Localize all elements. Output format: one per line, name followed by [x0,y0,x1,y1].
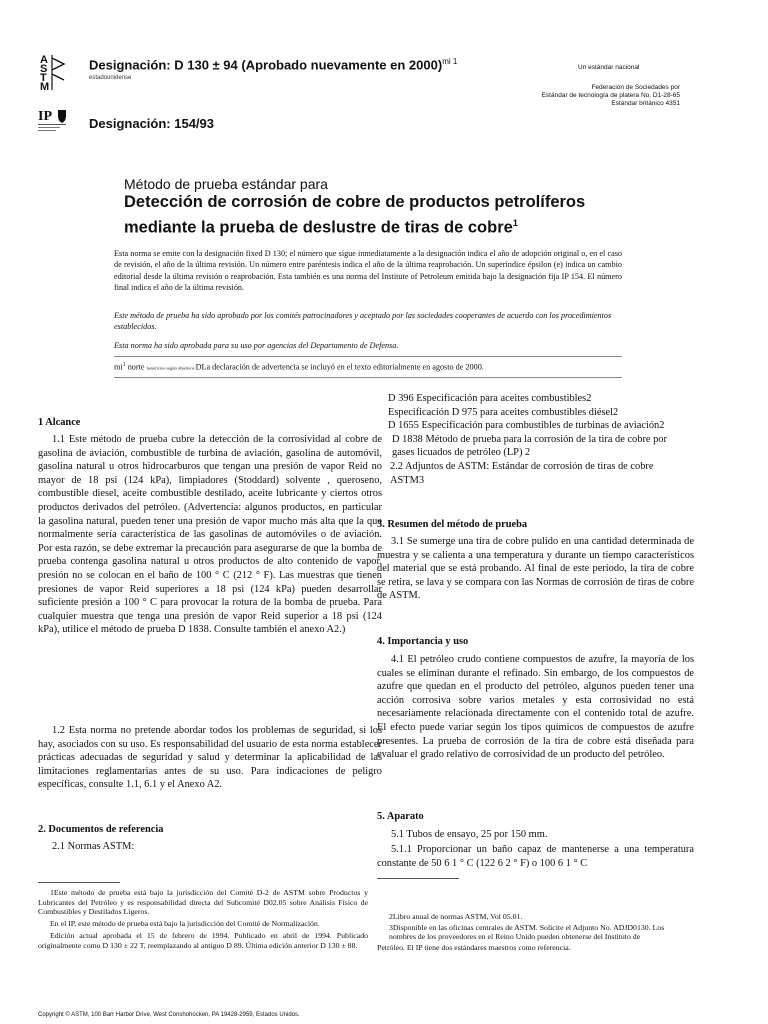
paragraph-2-1: 2.1 Normas ASTM: [52,841,135,852]
paragraph-3-1: 3.1 Se sumerge una tira de cobre pulido en una cantidad determinada de muestra y se calienta a una temperatura y durante un tiempo característicos del material que se está probando. Al final de este período, la tira de cobre se retira, se lava y se compara con las Normas de corrosión de tiras de cobre de ASTM. [377,536,694,602]
footnote: 3Disponible en las oficinas centrales de ASTM. Solicite el Adjunto No. ADJD0130. Los nombres de los proveedores en el Reino Unido pueden obtenerse del Instituto de [389,922,665,942]
reference-item: D 1655 Especificación para combustibles de turbinas de aviación2 [388,420,665,432]
federation-line: Federación de Sociedades por [591,84,680,91]
svg-text:T: T [40,72,47,84]
footnote-rule [38,882,120,883]
designation-ip: Designación: 154/93 [89,116,214,131]
paragraph-1-1: 1.1 Este método de prueba cubre la detección de la corrosividad al cobre de gasolina de aviación, combustible de turbina de aviación, gasolina de automóvil, gasolina natural u otros hidrocarburos que tengan una presión de vapor Reid no mayor de 18 psi (124 kPa), limpiadores (Stoddard) solvente , queroseno, combustible diesel, aceite combustible destilado, aceite lubricante y ciertos otros productos derivados del petróleo. (Advertencia: algunos productos, en particular la gasolina natural, pueden tener una presión de vapor mucho más alta que la que normalmente sería característica de las gasolinas de automóviles o de aviación. Por esta razón, se debe extremar la precaución para asegurarse de que la bomba de prueba contenga gasolina natural u otros productos de alto contenido de vapor. presión no se colocan en el baño de 100 ° C (212 ° F). Las muestras que tienen presiones de vapor Reid superiores a 18 psi (124 kPa) pueden desarrollar suficiente presión a 100 ° C para provocar la rotura de la bomba de prueba. Para cualquier muestra que tenga una presión de vapor Reid superior a 18 psi (124 kPa), utilice el método de prueba D 1838. Consulte también el anexo A2.) [38,434,382,636]
intro-paragraph: Esta norma se emite con la designación fixed D 130; el número que sigue inmediatamente a la designación indica el año de adopción original o, en el caso de revisión, el año de la última revisión. Un número entre paréntesis indica el año de la última reaprobación. Un superíndice épsilon (e) indica un cambio editorial desde la última revisión o reaprobación. Esta también es una norma del Institute of Petroleum emitida bajo la designación fija IP 154. El número final indica el año de la última revisión. [114,249,622,292]
reference-item: Especificación D 975 para aceites combustibles diésel2 [388,406,619,418]
footnote: Petróleo. El IP tiene dos estándares maestros como referencia. [377,943,571,953]
footnotes-right [377,912,677,954]
reference-item: D 1838 Método de prueba para la corrosión de la tira de cobre por gases licuados de petróleo (LP) 2 [392,433,667,459]
svg-text:M: M [40,81,50,92]
document-title: Detección de corrosión de cobre de productos petrolíferos mediante la prueba de deslustre de tiras de cobre$^1$ [124,193,586,237]
section-heading-scope: 1 Alcance [38,417,81,428]
section-heading-references: 2. Documentos de referencia [38,824,164,835]
divider [114,377,622,378]
svg-text:IP: IP [38,109,52,124]
footnote: 2Libro anual de normas ASTM, Vol 05.01. [389,912,523,921]
footnote: Edición actual aprobada el 15 de febrero de 1994. Publicado en abril de 1994. Publicado originalmente como D 130 ± 22 T, reemplazando al antiguo D 89. Última edición anterior D 130 ± 88. [38,930,368,950]
approval-note: Este método de prueba ha sido aprobado por los comités patrocinadores y aceptado por las sociedades cooperantes de acuerdo con los procedimientos establecidos. [114,311,612,332]
reference-item: 2.2 Adjuntos de ASTM: Estándar de corrosión de tiras de cobre [390,460,654,472]
footnote-rule [377,878,459,879]
national-standard-label: Un estándar nacional [578,64,640,71]
paragraph-1-2: 1.2 Esta norma no pretende abordar todos los problemas de seguridad, si los hay, asociados con su uso. Es responsabilidad del usuario de esta norma establecer prácticas adecuadas de seguridad y salud y determinar la aplicabilidad de las limitaciones reglamentarias antes de su uso. Para indicaciones de peligro específicas, consulte 1.1, 6.1 y el Anexo A2. [38,725,382,791]
svg-text:A: A [40,54,48,66]
astm-logo-icon [38,52,68,92]
designation-subtitle: estadounidense [89,75,132,81]
copyright-notice: Copyright © ASTM, 100 Barr Harbor Drive, West Conshohocken, PA 19428-2959, Estados Unidos. [38,1012,300,1018]
footnote: 1Este método de prueba está bajo la jurisdicción del Comité D-2 de ASTM sobre Productos y Lubricantes del Petróleo y es responsabilidad directa del Subcomité D02.05 sobre Análisis Físico de Combustibles y Destilados Ligeros. [38,888,368,917]
section-heading-apparatus: 5. Aparato [377,811,424,822]
reference-item: D 396 Especificación para aceites combustibles2 [388,393,592,404]
paragraph-5-1-1: 5.1.1 Proporcionar un baño capaz de mantenerse a una temperatura constante de 50 6 1 ° C (122 6 2 ° F) o 100 6 1 ° C [377,844,694,869]
federation-line: Estándar británico 4351 [611,100,680,107]
federation-line: Estándar de tecnología de platera No. D1-28-65 [541,92,680,99]
divider [114,356,622,357]
footnotes-left [38,888,368,952]
paragraph-5-1: 5.1 Tubos de ensayo, 25 por 150 mm. [391,829,548,840]
federation-block [520,84,680,108]
reference-item: ASTM3 [390,474,425,486]
section-heading-summary: 3. Resumen del método de prueba [377,519,528,530]
editorial-note: $mi^1$ norte beneficios según objetivos:DLa declaración de advertencia se incluyó en el texto editorialmente en agosto de 2000. [114,362,484,372]
designation-astm: Designación: D 130 ± 94 (Aprobado nuevamente en 2000)$^{mi 1}$ [89,57,458,73]
footnote: En el IP, este método de prueba está bajo la jurisdicción del Comité de Normalización. [50,919,320,929]
ip-logo-icon [38,107,70,137]
reference-list [388,392,688,487]
section-heading-significance: 4. Importancia y uso [377,636,469,647]
defense-approval-note: Esta norma ha sido aprobada para su uso por agencias del Departamento de Defensa. [114,341,399,350]
svg-text:S: S [40,63,48,75]
paragraph-4-1: 4.1 El petróleo crudo contiene compuestos de azufre, la mayoría de los cuales se eliminan durante el refinado. Sin embargo, de los compuestos de azufre que quedan en el producto del petróleo, algunos pueden tener una acción corrosiva sobre varios metales y esta corrosividad no está necesariamente relacionada directamente con el contenido total de azufre. El efecto puede variar según los tipos químicos de compuestos de azufre presentes. La prueba de corrosión de la tira de cobre está diseñada para evaluar el grado relativo de corrosividad de un producto del petróleo. [377,654,694,761]
title-prefix: Método de prueba estándar para [124,176,328,192]
